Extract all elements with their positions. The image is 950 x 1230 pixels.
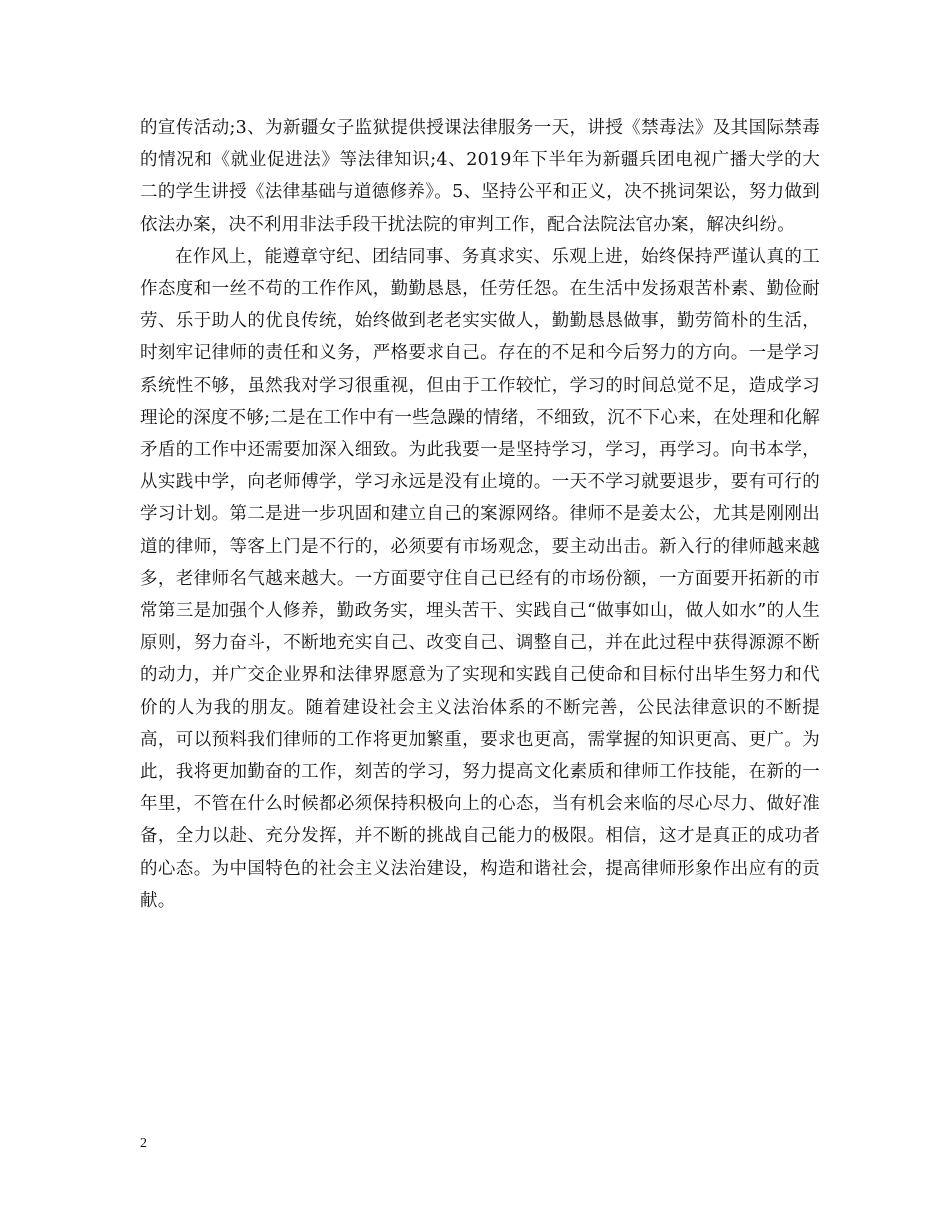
page-number: 2 bbox=[140, 1136, 147, 1151]
paragraph-work-style: 在作风上，能遵章守纪、团结同事、务真求实、乐观上进，始终保持严谨认真的工作态度和一丝不苟的工作作风，勤勤恳恳，任劳任怨。在生活中发扬艰苦朴素、勤俭耐劳、乐于助人的优良传统，始终做到老老实实做人，勤勤恳恳做事，勤劳简朴的生活，时刻牢记律师的责任和义务，严格要求自己。存在的不足和今后努力的方向。一是学习系统性不够，虽然我对学习很重视，但由于工作较忙，学习的时间总觉不足，造成学习理论的深度不够;二是在工作中有一些急躁的情绪，不细致，沉不下心来，在处理和化解矛盾的工作中还需要加深入细致。为此我要一是坚持学习，学习，再学习。向书本学，从实践中学，向老师傅学，学习永远是没有止境的。一天不学习就要退步，要有可行的学习计划。第二是进一步巩固和建立自己的案源网络。律师不是姜太公，尤其是刚刚出道的律师，等客上门是不行的，必须要有市场观念，要主动出击。新入行的律师越来越多，老律师名气越来越大。一方面要守住自己已经有的市场份额，一方面要开拓新的市常第三是加强个人修养，勤政务实，埋头苦干、实践自己“做事如山，做人如水”的人生原则，努力奋斗，不断地充实自己、改变自己、调整自己，并在此过程中获得源源不断的动力，并广交企业界和法律界愿意为了实现和实践自己使命和目标付出毕生努力和代价的人为我的朋友。随着建设社会主义法治体系的不断完善，公民法律意识的不断提高，可以预料我们律师的工作将更加繁重，要求也更高，需掌握的知识更高、更广。为此，我将更加勤奋的工作，刻苦的学习，努力提高文化素质和律师工作技能，在新的一年里，不管在什么时候都必须保持积极向上的心态，当有机会来临的尽心尽力、做好准备，全力以赴、充分发挥，并不断的挑战自己能力的极限。相信，这才是真正的成功者的心态。为中国特色的社会主义法治建设，构造和谐社会，提高律师形象作出应有的贡献。 bbox=[140, 246, 820, 911]
paragraph-continued-activities: 的宣传活动;3、为新疆女子监狱提供授课法律服务一天，讲授《禁毒法》及其国际禁毒的情况和《就业促进法》等法律知识;4、2019年下半年为新疆兵团电视广播大学的大二的学生讲授《法律基础与道德修养》。5、坚持公平和正义，决不挑词架讼，努力做到依法办案，决不利用非法手段干扰法院的审判工作，配合法院法官办案，解决纠纷。 bbox=[140, 118, 820, 235]
document-body bbox=[140, 112, 820, 917]
